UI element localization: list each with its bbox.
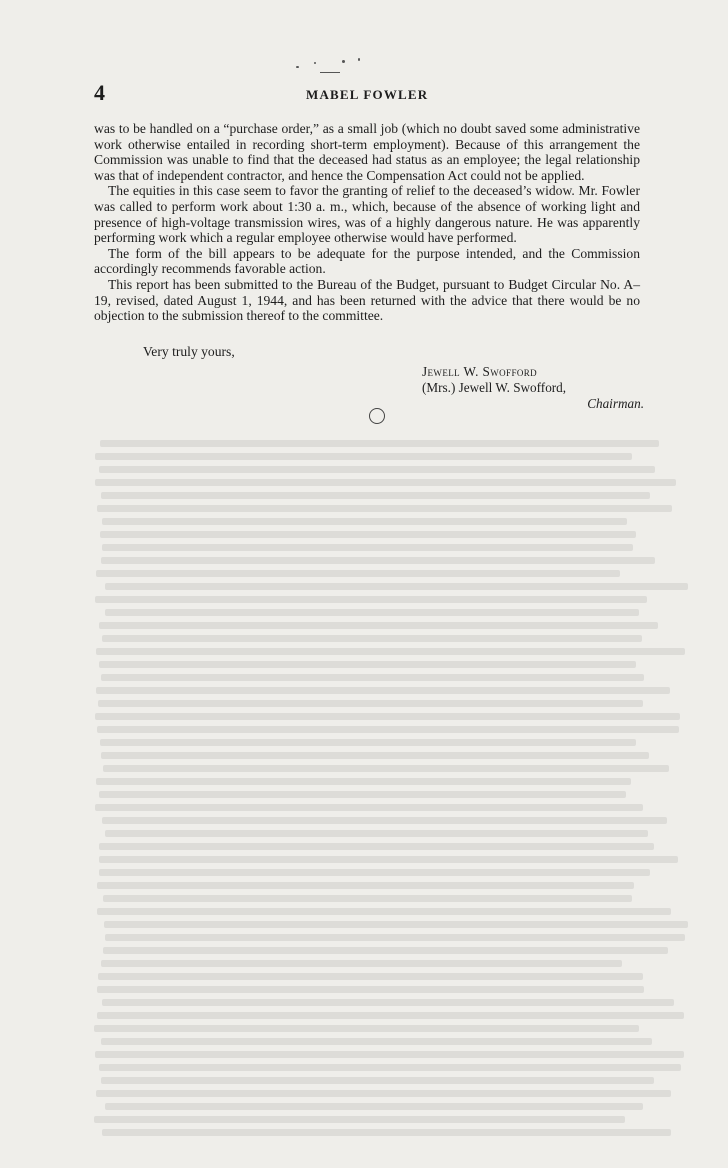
signatory-title: Chairman. [587, 396, 644, 411]
paragraph: The form of the bill appears to be adequate for the purpose intended, and the Commission accordingly recommends favorable action. [94, 245, 640, 277]
show-through-line [102, 544, 633, 551]
show-through-line [99, 661, 635, 668]
show-through-line [100, 440, 659, 447]
show-through-line [105, 1103, 644, 1110]
show-through-line [95, 596, 646, 603]
page-number: 4 [94, 80, 105, 105]
paragraph: was to be handled on a “purchase order,” as a small job (which no doubt saved some administrative work otherwise entailed in recording short-term employment). Because of this arrangement the Commission was unable to find that the deceased had status as an employee; the legal relationship was that of independent contractor, and hence the Compensation Act could not be applied. [94, 121, 640, 183]
show-through-line [101, 752, 649, 759]
show-through-line [100, 531, 636, 538]
show-through-line [102, 518, 627, 525]
show-through-line [101, 674, 644, 681]
show-through-line [94, 1025, 639, 1032]
running-head: MABEL FOWLER [306, 87, 429, 102]
show-through-line [95, 479, 677, 486]
show-through-line [97, 986, 645, 993]
show-through-line [99, 843, 654, 850]
show-through-line [103, 895, 632, 902]
page-specks [292, 56, 372, 76]
show-through-line [97, 1012, 684, 1019]
paragraph: The equities in this case seem to favor the granting of relief to the deceased’s widow. Mr. Fowler was called to perform work about 1:30 a. m., which, because of the absence of working light and presence of high-voltage transmission wires, was of a highly dangerous nature. He was apparently performing work which a regular employee otherwise would have performed. [94, 183, 640, 246]
show-through-line [103, 947, 668, 954]
letter-body [94, 121, 640, 324]
show-through-line [96, 1090, 672, 1097]
show-through-line [101, 960, 623, 967]
show-through-line [100, 739, 637, 746]
show-through-line [98, 973, 643, 980]
show-through-line [101, 1077, 654, 1084]
show-through-line [95, 804, 644, 811]
show-through-line [102, 817, 667, 824]
show-through-line [99, 856, 678, 863]
show-through-line [99, 791, 625, 798]
show-through-line [97, 882, 634, 889]
show-through-line [94, 1116, 625, 1123]
show-through-line [96, 778, 632, 785]
show-through-line [101, 492, 650, 499]
show-through-line [104, 921, 688, 928]
signatory-name: Jewell W. Swofford [422, 364, 538, 379]
signature-block [422, 364, 646, 412]
show-through-line [102, 1129, 671, 1136]
show-through-line [101, 1038, 652, 1045]
show-through-line [95, 453, 632, 460]
punch-hole [369, 408, 385, 424]
show-through-texture [88, 440, 698, 1140]
page-header [94, 80, 640, 106]
show-through-line [105, 934, 685, 941]
show-through-line [103, 765, 669, 772]
show-through-line [102, 635, 642, 642]
show-through-line [105, 830, 648, 837]
signatory-full-name: (Mrs.) Jewell W. Swofford, [422, 380, 567, 395]
show-through-line [96, 687, 670, 694]
show-through-line [96, 648, 685, 655]
show-through-line [97, 505, 672, 512]
show-through-line [99, 466, 654, 473]
show-through-line [101, 557, 655, 564]
show-through-line [99, 622, 658, 629]
show-through-line [98, 700, 643, 707]
show-through-line [105, 609, 638, 616]
show-through-line [97, 726, 679, 733]
letter-closing: Very truly yours, [143, 344, 235, 359]
show-through-line [102, 999, 674, 1006]
show-through-line [99, 869, 650, 876]
show-through-line [96, 570, 620, 577]
show-through-line [97, 908, 671, 915]
show-through-line [99, 1064, 680, 1071]
show-through-line [95, 1051, 684, 1058]
show-through-line [105, 583, 688, 590]
paragraph: This report has been submitted to the Bureau of the Budget, pursuant to Budget Circular No. A–19, revised, dated August 1, 1944, and has been returned with the advice that there would be no objection to the submission thereof to the committee. [94, 276, 640, 324]
show-through-line [95, 713, 680, 720]
